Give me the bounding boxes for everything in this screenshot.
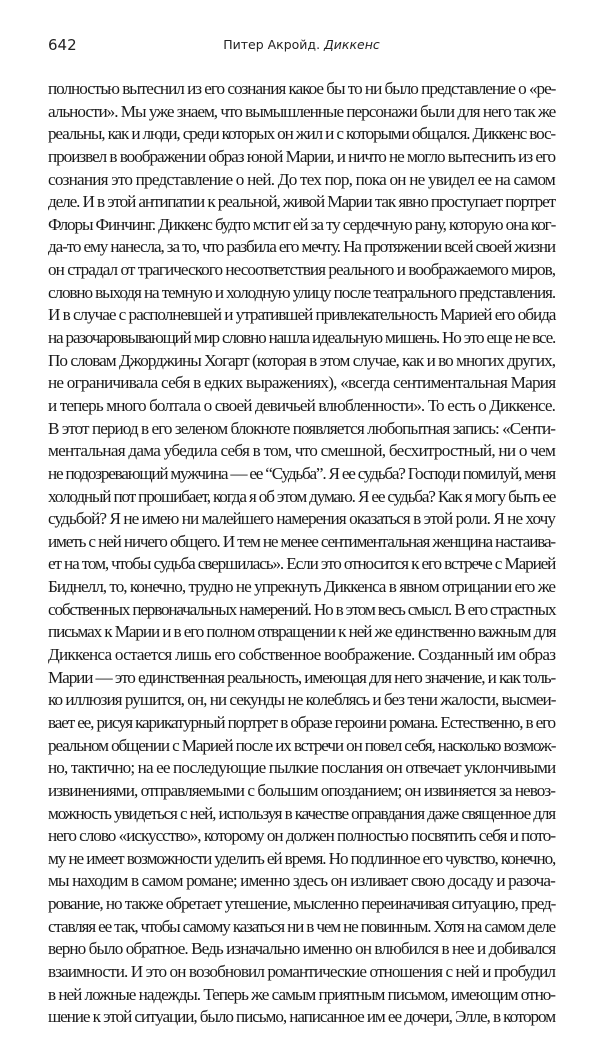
text-line: И в случае с располневшей и утратившей привлекательность Марией его обида [48,305,556,325]
text-line: не ограничивала себя в едких выражениях), «всегда сентиментальная Мария [48,373,556,393]
text-line: реальны, как и люди, среди которых он жил и с которыми общался. Диккенс вос- [48,124,555,144]
page-number: 642 [48,36,77,54]
text-line: ментальная дама убедила себя в том, что смешной, бесхитростный, ни о чем [48,441,556,461]
text-line: шение к этой ситуации, было письмо, написанное им ее дочери, Элле, в котором [48,1007,555,1027]
text-line: да-то ему нанесла, за то, что разбила его мечту. На протяжении всей своей жизни [48,237,555,257]
text-line: ет на том, чтобы судьба свершилась». Если это относится к его встрече с Марией [48,554,556,574]
text-line: судьбой? Я не имею ни малейшего намерения оказаться в этой роли. Я не хочу [48,509,556,529]
text-line: собственных первоначальных намерений. Но в этом весь смысл. В его страстных [48,599,556,619]
page-header [48,36,555,56]
text-line: ставляя ее так, чтобы самому казаться ни в чем не повинным. Хотя на самом деле [48,916,555,936]
text-line: мы находим в самом романе; именно здесь он изливает свою досаду и разоча- [48,871,555,891]
text-line: сознания это представление о ней. До тех пор, пока он не увидел ее на самом [48,169,555,189]
text-line: письмах к Марии и в его полном отвращении к ней же единственно важным для [48,622,556,642]
text-line: иметь с ней ничего общего. И тем не менее сентиментальная женщина настаива- [48,531,555,551]
text-line: Биднелл, то, конечно, трудно не упрекнуть Диккенса в явном отрицании его же [48,577,555,597]
text-line: рование, но также обретает утешение, мысленно переиначивая ситуацию, пред- [48,894,556,914]
body-text [48,78,555,1052]
running-title-book: Диккенс [324,37,380,52]
text-line: верно было обратное. Ведь изначально именно он влюбился в нее и добивался [48,939,556,959]
text-line: можность увидеться с ней, используя в качестве оправдания даже священное для [48,803,555,823]
text-line: деле. И в этой антипатии к реальной, живой Марии так явно проступает портрет [48,192,555,212]
text-line: извинениями, отправляемыми с большим опозданием; он извиняется за невоз- [48,780,555,800]
text-line: ко иллюзия рушится, он, ни секунды не колеблясь и без тени жалости, высмеи- [48,690,556,710]
text-line: вает ее, рисуя карикатурный портрет в образе героини романа. Естественно, в его [48,712,555,732]
text-line: альности». Мы уже знаем, что вымышленные персонажи были для него так же [48,101,556,121]
text-line: реальном общении с Марией после их встречи он повел себя, насколько возмож- [48,735,556,755]
text-line: в ней ложные надежды. Теперь же самым приятным письмом, имеющим отно- [48,984,555,1004]
text-line: и теперь много болтала о своей девичьей влюбленности». То есть о Диккенсе. [48,395,555,415]
text-line: полностью вытеснил из его сознания какое бы то ни было представление о «ре- [48,79,556,98]
text-line: В этот период в его зеленом блокноте появляется любопытная запись: «Сенти- [48,418,555,438]
running-title-author: Питер Акройд. [223,37,321,52]
text-line: произвел в воображении образ юной Марии, и ничто не могло вытеснить из его [48,146,555,166]
text-line [48,1029,555,1052]
text-line: но, тактично; на ее последующие пылкие послания он отвечает уклончивыми [48,758,556,778]
text-line: он страдал от трагического несоответствия реального и воображаемого миров, [48,260,556,280]
text-line: него слово «искусство», которому он должен полностью посвятить себя и пото- [48,826,555,846]
running-title [48,37,555,52]
text-line: не подозревающий мужчина — ее “Судьба”. Я ее судьба? Господи помилуй, меня [48,463,555,483]
text-line: словно выходя на темную и холодную улицу после театрального представления. [48,282,555,302]
text-line: му не имеет возможности уделить ей время. Но подлинное его чувство, конечно, [48,848,556,868]
text-line: Диккенса остается лишь его собственное воображение. Созданный им образ [48,645,556,665]
text-line: Флоры Финчинг. Диккенс будто мстит ей за ту сердечную рану, которую она ког- [48,214,556,234]
text-line: Марии — это единственная реальность, имеющая для него значение, и как толь- [48,667,556,687]
text-line: взаимности. И это он возобновил романтические отношения с ней и пробудил [48,961,556,981]
text-line: холодный пот прошибает, когда я об этом думаю. Я ее судьба? Как я могу быть ее [48,486,556,506]
text-line: на разочаровывающий мир словно нашла идеальную мишень. Но это еще не все. [48,328,556,348]
text-line: По словам Джорджины Хогарт (которая в этом случае, как и во многих других, [48,350,555,370]
